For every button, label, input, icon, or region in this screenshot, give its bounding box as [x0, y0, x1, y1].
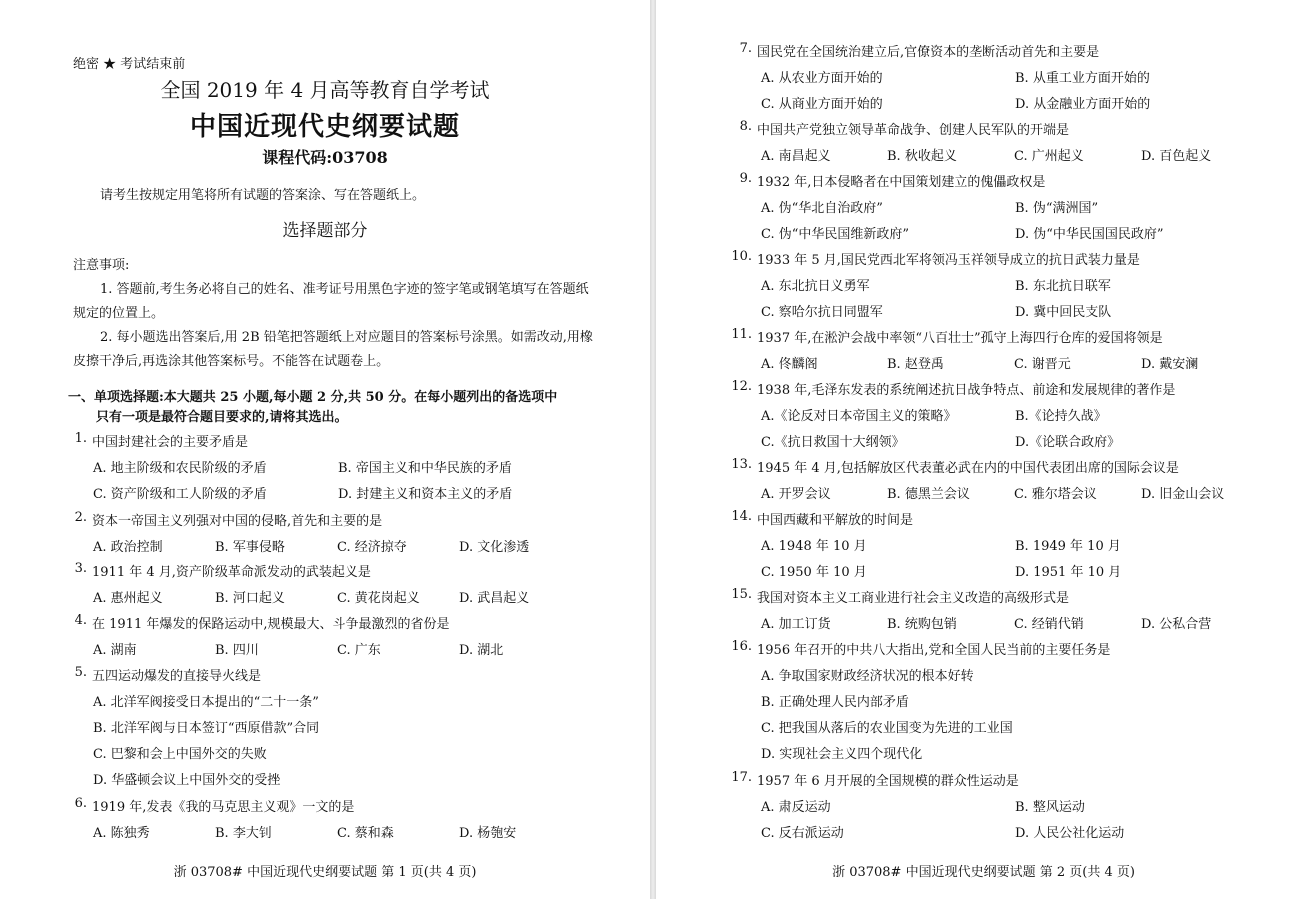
answer-option: B. 东北抗日联军	[1015, 279, 1111, 294]
answer-option: C. 伪“中华民国维新政府”	[761, 227, 910, 242]
answer-option: C. 把我国从落后的农业国变为先进的工业国	[761, 721, 1013, 736]
answer-option: D. 百色起义	[1141, 149, 1212, 164]
answer-option: C. 蔡和森	[337, 826, 394, 841]
answer-option: B. 1949 年 10 月	[1015, 539, 1121, 554]
question-stem: 1911 年 4 月,资产阶级革命派发动的武装起义是	[92, 565, 371, 580]
question-stem: 在 1911 年爆发的保路运动中,规模最大、斗争最激烈的省份是	[92, 617, 450, 632]
answer-option: C. 广东	[337, 643, 381, 658]
answer-option: B. 正确处理人民内部矛盾	[761, 695, 909, 710]
answer-option: A. 从农业方面开始的	[761, 71, 883, 86]
question-number: 17.	[731, 770, 752, 785]
question-stem: 1933 年 5 月,国民党西北军将领冯玉祥领导成立的抗日武装力量是	[757, 253, 1140, 268]
answer-option: D. 湖北	[459, 643, 504, 658]
question-number: 16.	[731, 639, 752, 654]
answer-option: A. 争取国家财政经济状况的根本好转	[761, 669, 974, 684]
answer-option: D. 伪“中华民国国民政府”	[1015, 227, 1164, 242]
answer-option: A. 地主阶级和农民阶级的矛盾	[93, 461, 267, 476]
question-number: 14.	[731, 509, 752, 524]
question-number: 5.	[74, 665, 87, 680]
exam-title: 全国 2019 年 4 月高等教育自学考试	[160, 78, 490, 102]
notes-title: 注意事项:	[73, 258, 130, 273]
question-number: 12.	[731, 379, 752, 394]
question-stem: 1919 年,发表《我的马克思主义观》一文的是	[92, 800, 355, 815]
note-1-line-2: 规定的位置上。	[73, 306, 165, 321]
exam-page-2	[656, 0, 1311, 899]
answer-option: B. 河口起义	[215, 591, 285, 606]
answer-option: C.《抗日救国十大纲领》	[761, 435, 905, 450]
question-number: 2.	[74, 510, 87, 525]
part-heading-line-2: 只有一项是最符合题目要求的,请将其选出。	[96, 410, 348, 425]
answer-option: B. 北洋军阀与日本签订“西原借款”合同	[93, 721, 320, 736]
answer-option: D. 文化渗透	[459, 540, 530, 555]
answer-option: B. 帝国主义和中华民族的矛盾	[338, 461, 512, 476]
answer-option: C. 1950 年 10 月	[761, 565, 867, 580]
answer-option: C. 雅尔塔会议	[1014, 487, 1097, 502]
answer-option: A.《论反对日本帝国主义的策略》	[761, 409, 957, 424]
answer-option: D. 1951 年 10 月	[1015, 565, 1122, 580]
answer-option: C. 察哈尔抗日同盟军	[761, 305, 883, 320]
answer-option: B. 伪“满洲国”	[1015, 201, 1099, 216]
answer-option: C. 巴黎和会上中国外交的失败	[93, 747, 267, 762]
answer-option: A. 南昌起义	[761, 149, 831, 164]
answer-option: B.《论持久战》	[1015, 409, 1107, 424]
answer-option: A. 肃反运动	[761, 800, 831, 815]
answer-option: A. 东北抗日义勇军	[761, 279, 870, 294]
answer-option: B. 四川	[215, 643, 259, 658]
answer-option: B. 李大钊	[215, 826, 272, 841]
answer-option: D. 实现社会主义四个现代化	[761, 747, 923, 762]
note-2-line-1: 2. 每小题选出答案后,用 2B 铅笔把答题纸上对应题目的答案标号涂黑。如需改动,用橡	[100, 330, 593, 345]
answer-option: A. 加工订货	[761, 617, 831, 632]
answer-option: A. 1948 年 10 月	[761, 539, 867, 554]
question-number: 3.	[74, 561, 87, 576]
answer-option: C. 广州起义	[1014, 149, 1084, 164]
question-stem: 1938 年,毛泽东发表的系统阐述抗日战争特点、前途和发展规律的著作是	[757, 383, 1176, 398]
answer-option: C. 从商业方面开始的	[761, 97, 883, 112]
section-heading: 选择题部分	[282, 221, 368, 241]
answer-option: B. 统购包销	[887, 617, 957, 632]
question-number: 15.	[731, 587, 752, 602]
answer-option: B. 秋收起义	[887, 149, 957, 164]
question-number: 9.	[739, 171, 752, 186]
answer-option: D. 冀中回民支队	[1015, 305, 1112, 320]
question-number: 7.	[739, 41, 752, 56]
answer-option: A. 伪“华北自治政府”	[761, 201, 883, 216]
answer-option: D. 封建主义和资本主义的矛盾	[338, 487, 513, 502]
note-2-line-2: 皮擦干净后,再选涂其他答案标号。不能答在试题卷上。	[73, 354, 390, 369]
answer-option: B. 军事侵略	[215, 540, 285, 555]
answer-option: D. 武昌起义	[459, 591, 530, 606]
question-stem: 中国西藏和平解放的时间是	[757, 513, 914, 528]
question-stem: 1957 年 6 月开展的全国规模的群众性运动是	[757, 774, 1019, 789]
question-stem: 我国对资本主义工商业进行社会主义改造的高级形式是	[757, 591, 1070, 606]
question-stem: 中国共产党独立领导革命战争、创建人民军队的开端是	[757, 123, 1070, 138]
question-stem: 1945 年 4 月,包括解放区代表董必武在内的中国代表团出席的国际会议是	[757, 461, 1179, 476]
answer-option: C. 反右派运动	[761, 826, 844, 841]
answer-option: C. 资产阶级和工人阶级的矛盾	[93, 487, 267, 502]
part-heading-line-1: 一、单项选择题:本大题共 25 小题,每小题 2 分,共 50 分。在每小题列出的备选项中	[68, 390, 558, 405]
page-2-footer: 浙 03708# 中国近现代史纲要试题 第 2 页(共 4 页)	[832, 865, 1135, 880]
page-1-footer: 浙 03708# 中国近现代史纲要试题 第 1 页(共 4 页)	[173, 865, 477, 880]
answer-option: B. 德黑兰会议	[887, 487, 970, 502]
answer-option: A. 湖南	[93, 643, 137, 658]
question-number: 1.	[74, 431, 87, 446]
question-stem: 1932 年,日本侵略者在中国策划建立的傀儡政权是	[757, 175, 1046, 190]
question-stem: 1956 年召开的中共八大指出,党和全国人民当前的主要任务是	[757, 643, 1111, 658]
question-stem: 1937 年,在淞沪会战中率领“八百壮士”孤守上海四行仓库的爱国将领是	[757, 331, 1163, 346]
answer-option: D. 人民公社化运动	[1015, 826, 1125, 841]
answer-option: A. 佟麟阁	[761, 357, 818, 372]
answer-option: A. 惠州起义	[93, 591, 163, 606]
answer-option: A. 北洋军阀接受日本提出的“二十一条”	[93, 695, 319, 710]
question-stem: 国民党在全国统治建立后,官僚资本的垄断活动首先和主要是	[757, 45, 1100, 60]
answer-option: D. 华盛顿会议上中国外交的受挫	[93, 773, 281, 788]
question-number: 4.	[74, 613, 87, 628]
question-number: 8.	[739, 119, 752, 134]
question-number: 13.	[731, 457, 752, 472]
note-1-line-1: 1. 答题前,考生务必将自己的姓名、准考证号用黑色字迹的签字笔或钢笔填写在答题纸	[100, 282, 589, 297]
answer-option: D. 旧金山会议	[1141, 487, 1225, 502]
answer-option: B. 整风运动	[1015, 800, 1085, 815]
answer-option: A. 陈独秀	[93, 826, 150, 841]
question-stem: 中国封建社会的主要矛盾是	[92, 435, 249, 450]
answer-option: D.《论联合政府》	[1015, 435, 1121, 450]
question-number: 6.	[74, 796, 87, 811]
question-stem: 五四运动爆发的直接导火线是	[92, 669, 262, 684]
answer-option: A. 开罗会议	[761, 487, 831, 502]
answer-option: C. 黄花岗起义	[337, 591, 420, 606]
answer-option: A. 政治控制	[93, 540, 163, 555]
instruction-text: 请考生按规定用笔将所有试题的答案涂、写在答题纸上。	[100, 188, 426, 203]
answer-option: B. 赵登禹	[887, 357, 944, 372]
answer-option: C. 经济掠夺	[337, 540, 407, 555]
answer-option: C. 谢晋元	[1014, 357, 1071, 372]
answer-option: B. 从重工业方面开始的	[1015, 71, 1150, 86]
course-code: 课程代码:03708	[262, 148, 388, 167]
secret-label: 绝密 ★ 考试结束前	[73, 57, 186, 72]
subject-title: 中国近现代史纲要试题	[189, 112, 460, 142]
answer-option: D. 杨匏安	[459, 826, 517, 841]
answer-option: C. 经销代销	[1014, 617, 1084, 632]
answer-option: D. 戴安澜	[1141, 357, 1199, 372]
question-number: 11.	[731, 327, 752, 342]
answer-option: D. 公私合营	[1141, 617, 1212, 632]
exam-page-1	[0, 0, 650, 899]
question-number: 10.	[731, 249, 752, 264]
answer-option: D. 从金融业方面开始的	[1015, 97, 1151, 112]
question-stem: 资本一帝国主义列强对中国的侵略,首先和主要的是	[92, 514, 383, 529]
